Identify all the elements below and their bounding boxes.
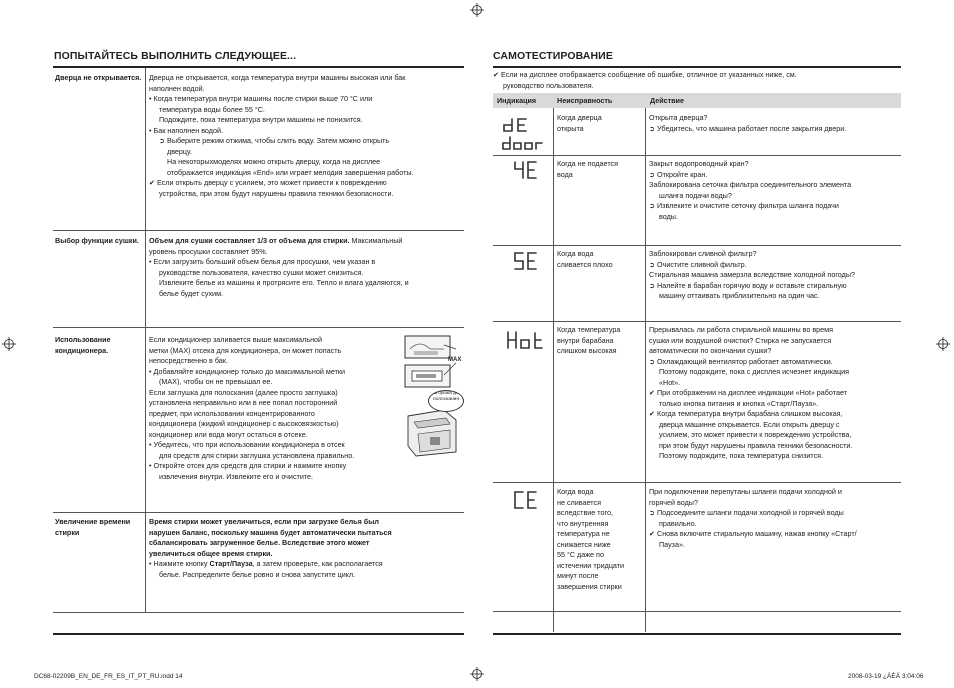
row-label-door: Дверца не открывается. bbox=[55, 73, 142, 82]
display-code-de-door bbox=[500, 115, 550, 155]
fault-line: вода bbox=[557, 169, 573, 179]
fault-line: Когда вода bbox=[557, 249, 594, 258]
door-line: • Бак наполнен водой. bbox=[149, 125, 223, 135]
drying-line: Извлеките белье из машины и протрясите его. Тепло и влага удаляются, и bbox=[159, 278, 409, 287]
softener-line: установлена неправильно или в нее попал посторонний bbox=[149, 398, 338, 407]
door-line: устройства, при этом будут нарушены правила техники безопасности. bbox=[159, 188, 394, 198]
action-line: дверца машинне открывается. Если открыть дверцу с bbox=[659, 419, 840, 429]
softener-line: Если заглушка для полоскания (далее просто заглушка) bbox=[149, 387, 338, 397]
door-line: наполнен водой. bbox=[149, 83, 205, 93]
softener-line: непосредственно в бак. bbox=[149, 356, 228, 365]
row-content-door bbox=[149, 73, 461, 199]
softener-line: кондиционер или вода могут остаться в отсеке. bbox=[149, 429, 308, 439]
row-divider bbox=[53, 230, 464, 231]
softener-line: извлечения внутри. Извлеките его и очистите. bbox=[159, 471, 314, 481]
wash-time-bullet-pre: • Нажмите кнопку bbox=[149, 559, 210, 568]
fault-line: Когда дверца bbox=[557, 113, 602, 122]
display-code-hot bbox=[505, 330, 549, 350]
door-line: температура воды более 55 °C. bbox=[159, 104, 265, 114]
action-line: только кнопка питания и кнопка «Старт/Пауза». bbox=[659, 398, 819, 408]
header-indication: Индикация bbox=[497, 96, 537, 105]
fault-line: температура не bbox=[557, 529, 610, 538]
action-line: Поэтому подождите, пока с дисплея исчезнет индикация bbox=[659, 367, 850, 376]
header-action: Действие bbox=[650, 96, 684, 105]
action-door bbox=[649, 113, 846, 134]
fault-line: внутри барабана bbox=[557, 335, 614, 345]
header-fault: Неисправность bbox=[557, 96, 613, 105]
row-content-softener bbox=[149, 335, 404, 482]
action-drain bbox=[649, 249, 855, 302]
intro-line: ✔ Если на дисплее отображается сообщение об ошибке, отличное от указанных ниже, см. bbox=[493, 70, 797, 79]
door-line: Дверца не открывается, когда температура внутри машины высокая или бак bbox=[149, 73, 406, 82]
action-hot bbox=[649, 325, 852, 462]
fault-line: сливается плохо bbox=[557, 259, 613, 269]
left-section-title: ПОПЫТАЙТЕСЬ ВЫПОЛНИТЬ СЛЕДУЮЩЕЕ... bbox=[54, 50, 297, 62]
action-cold-hot-hoses bbox=[649, 487, 857, 550]
fault-line: истечении тридцати bbox=[557, 560, 625, 570]
softener-line: кондиционера (жидкий кондиционер с высоковязкостью) bbox=[149, 419, 339, 428]
fault-line: Когда вода bbox=[557, 487, 594, 496]
selftest-table-header bbox=[493, 93, 901, 108]
action-line: горячей воды? bbox=[649, 497, 698, 507]
drying-lead-rest: Максимальный bbox=[349, 236, 403, 245]
fault-line: не сливается bbox=[557, 497, 601, 507]
right-section-title: САМОТЕСТИРОВАНИЕ bbox=[493, 50, 613, 62]
left-bottom-rule bbox=[53, 633, 464, 635]
drying-line: руководстве пользователя, качество сушки может снизиться. bbox=[159, 267, 364, 277]
door-line: ✔ Если открыть дверцу с усилием, это может привести к повреждению bbox=[149, 178, 387, 187]
start-pause-label: Старт/Пауза bbox=[209, 559, 253, 568]
fault-line: завершения стирки bbox=[557, 581, 622, 591]
row-label-drying: Выбор функции сушки. bbox=[55, 236, 139, 245]
wash-time-line: белье. Распределите белье ровно и снова запустите цикл. bbox=[159, 569, 356, 579]
action-line: ➲ Извлеките и очистите сеточку фильтра шланга подачи bbox=[649, 201, 839, 210]
softener-line: • Добавляйте кондиционер только до максимальной метки bbox=[149, 366, 346, 376]
row-label-softener: Использование кондиционера. bbox=[55, 335, 111, 355]
right-col-divider-2 bbox=[645, 108, 646, 632]
max-label: MAX bbox=[448, 357, 462, 363]
action-line: автоматически по окончании сушки? bbox=[649, 346, 772, 355]
fault-line: Когда не подается bbox=[557, 159, 619, 168]
action-line: Стиральная машина замерзла вследствие холодной погоды? bbox=[649, 270, 855, 279]
wash-time-bullet-post: , а затем проверьте, как располагается bbox=[252, 559, 383, 568]
fault-line: слишком высокая bbox=[557, 346, 617, 355]
row-content-drying bbox=[149, 236, 461, 299]
action-water-supply bbox=[649, 159, 851, 222]
wash-time-bold-line: Время стирки может увеличиться, если при загрузке белья был bbox=[149, 517, 379, 526]
softener-line: • Убедитесь, что при использовании кондиционера в отсек bbox=[149, 440, 345, 449]
fault-line: Когда температура bbox=[557, 325, 621, 334]
fault-line: 55 °C даже по bbox=[557, 550, 604, 559]
fault-line: что внутренняя bbox=[557, 518, 609, 528]
action-line: воды. bbox=[659, 211, 678, 221]
action-line: ➲ Подсоедините шланги подачи холодной и горячей воды bbox=[649, 508, 844, 517]
fault-water-supply bbox=[557, 159, 618, 180]
wash-time-bold-line: сбалансировать загруженное белье. Вследствие этого может bbox=[149, 538, 370, 547]
left-table-bottom bbox=[53, 612, 464, 613]
action-line: сушки или воздушной очистки? Стирка не запускается bbox=[649, 335, 832, 345]
fault-line: открыта bbox=[557, 123, 584, 133]
display-code-5e bbox=[512, 251, 542, 271]
action-line: ✔ Снова включите стиральную машину, нажав кнопку «Старт/ bbox=[649, 529, 857, 538]
drying-line: уровень просушки составляет 95%. bbox=[149, 246, 268, 256]
drying-lead-bold: Объем для сушки составляет 1/3 от объема для стирки. bbox=[149, 236, 350, 245]
left-title-rule bbox=[53, 66, 464, 68]
drying-line: белье будет сухим. bbox=[159, 288, 224, 298]
action-line: «Hot». bbox=[659, 377, 681, 387]
action-line: машину оттаивать приблизительно на один час. bbox=[659, 291, 820, 300]
softener-line: • Откройте отсек для средств для стирки и нажмите кнопку bbox=[149, 461, 347, 470]
action-line: ➲ Убедитесь, что машина работает после закрытия двери. bbox=[649, 123, 847, 133]
action-line: ➲ Охлаждающий вентилятор работает автоматически. bbox=[649, 356, 833, 366]
row-divider bbox=[53, 512, 464, 513]
registration-mark-right bbox=[936, 337, 950, 351]
right-row-divider bbox=[493, 482, 901, 483]
right-row-divider bbox=[493, 245, 901, 246]
action-line: ✔ Когда температура внутри барабана слишком высокая, bbox=[649, 409, 843, 418]
fault-line: снижается ниже bbox=[557, 539, 611, 549]
action-line: при этом будут нарушены правила техники безопасности. bbox=[659, 440, 853, 450]
door-line: На некоторыхмоделях можно открыть дверцу, когда на дисплее bbox=[167, 157, 381, 166]
registration-mark-bottom bbox=[470, 667, 484, 681]
action-line: ➲ Откройте кран. bbox=[649, 169, 708, 179]
action-line: ✔ При отображении на дисплее индикации «Hot» работает bbox=[649, 388, 848, 397]
softener-line: (MAX), чтобы он не превышал ее. bbox=[159, 377, 273, 386]
door-line: отображается индикация «End» или играет мелодия завершения работы. bbox=[167, 167, 414, 177]
action-line: усилием, это может привести к повреждению устройства, bbox=[659, 430, 852, 439]
softener-line: Если кондиционер заливается выше максимальной bbox=[149, 335, 323, 344]
registration-mark-left bbox=[2, 337, 16, 351]
fault-line: минут после bbox=[557, 571, 599, 580]
right-row-divider bbox=[493, 321, 901, 322]
door-line: • Когда температура внутри машины после стирки выше 70 °C или bbox=[149, 94, 373, 103]
right-title-rule bbox=[493, 66, 901, 68]
softener-max-illustration bbox=[404, 335, 464, 396]
selftest-intro bbox=[493, 70, 901, 91]
footer-file-info: DC68-02209B_EN_DE_FR_ES_IT_PT_RU.indd 14 bbox=[34, 673, 183, 680]
action-line: Заблокирована сеточка фильтра соединительного элемента bbox=[649, 180, 852, 189]
right-row-divider bbox=[493, 155, 901, 156]
door-line: дверцу. bbox=[167, 146, 192, 156]
fault-line: вследствие того, bbox=[557, 508, 613, 517]
softener-line: метки (MAX) отсека для кондиционера, он может попасть bbox=[149, 345, 342, 355]
display-code-4e bbox=[512, 160, 542, 180]
action-line: Заблокирован сливной фильтр? bbox=[649, 249, 757, 258]
left-column-divider bbox=[145, 68, 146, 612]
action-line: ➲ Налейте в барабан горячую воду и оставьте стиральную bbox=[649, 280, 847, 290]
rinse-plug-callout: Заглушка для полоскания bbox=[428, 390, 464, 412]
intro-line: руководство пользователя. bbox=[503, 80, 594, 90]
row-label-wash-time: Увеличение времени стирки bbox=[55, 517, 131, 537]
wash-time-bold-line: увеличиться общее время стирки. bbox=[149, 548, 273, 558]
row-divider bbox=[53, 327, 464, 328]
registration-mark-top bbox=[470, 3, 484, 17]
action-line: шланга подачи воды? bbox=[659, 190, 732, 200]
fault-hot bbox=[557, 325, 620, 357]
action-line: ➲ Очистите сливной фильтр. bbox=[649, 259, 747, 269]
softener-line: для средств для стирки заглушка установлена правильно. bbox=[159, 450, 355, 460]
right-col-divider-1 bbox=[553, 108, 554, 632]
action-line: Пауза». bbox=[659, 539, 685, 549]
wash-time-bold-line: нарушен баланс, поскольку машина будет автоматически пытаться bbox=[149, 527, 392, 537]
right-table-bottom bbox=[493, 611, 901, 612]
fault-drain bbox=[557, 249, 613, 270]
door-line: ➲ Выберите режим отжима, чтобы слить воду. Затем можно открыть bbox=[159, 136, 390, 145]
action-line: правильно. bbox=[659, 518, 697, 528]
action-line: Закрыт водопроводный кран? bbox=[649, 159, 749, 168]
fault-door bbox=[557, 113, 602, 134]
action-line: Поэтому подождите, пока температура снизится. bbox=[659, 451, 824, 460]
footer-timestamp: 2008-03-19 ¿ÀÈÄ 3:04:06 bbox=[848, 673, 924, 680]
fault-cold-hot-hoses bbox=[557, 487, 624, 592]
softener-line: предмет, при использовании концентрированного bbox=[149, 408, 315, 418]
action-line: Прерывалась ли работа стиральной машины во время bbox=[649, 325, 833, 334]
right-bottom-rule bbox=[493, 633, 901, 635]
action-line: При подключении перепутаны шланги подачи холодной и bbox=[649, 487, 842, 496]
drying-line: • Если загрузить больший объем белья для просушки, чем указан в bbox=[149, 257, 376, 266]
door-line: Подождите, пока температура внутри машины не понизится. bbox=[159, 115, 363, 124]
action-line: Открыта дверца? bbox=[649, 113, 708, 122]
row-content-wash-time bbox=[149, 517, 461, 580]
display-code-ce bbox=[512, 490, 542, 510]
